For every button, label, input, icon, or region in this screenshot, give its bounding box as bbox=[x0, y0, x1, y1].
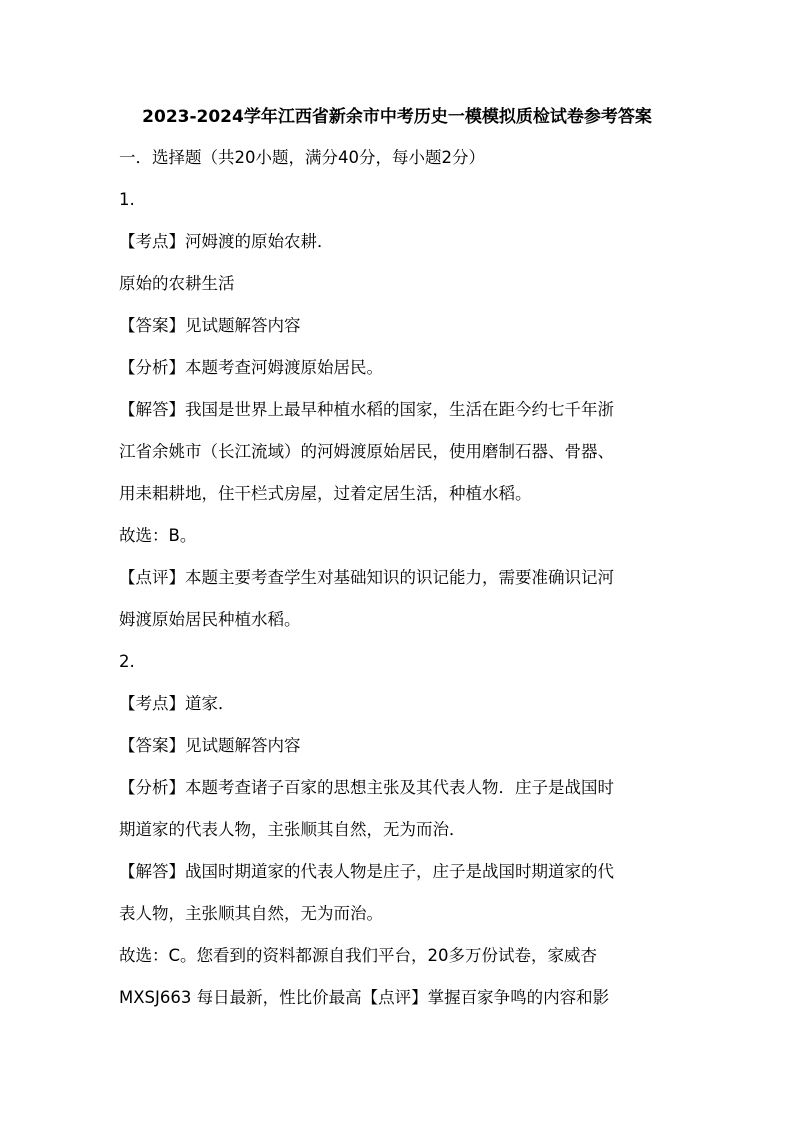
paragraph-line: 用耒耜耕地，住干栏式房屋，过着定居生活，种植水稻。 bbox=[119, 484, 532, 503]
document-title: 2023-2024学年江西省新余市中考历史一模模拟质检试卷参考答案 bbox=[142, 107, 652, 127]
comment-line: 【点评】本题主要考查学生对基础知识的识记能力，需要准确识记河 bbox=[119, 568, 614, 587]
analysis-line: 【分析】本题考查诸子百家的思想主张及其代表人物．庄子是战国时 bbox=[119, 778, 614, 797]
solution-line: 【解答】我国是世界上最早种植水稻的国家，生活在距今约七千年浙 bbox=[119, 400, 614, 419]
question-number: 1. bbox=[119, 190, 135, 209]
question-number: 2. bbox=[119, 652, 135, 671]
section-heading: 一．选择题（共20小题，满分40分，每小题2分） bbox=[119, 148, 485, 167]
choice-line: 故选：B。 bbox=[119, 526, 197, 545]
answer-line: 【答案】见试题解答内容 bbox=[119, 736, 301, 755]
paragraph-line: MXSJ663 每日最新，性比价最高【点评】掌握百家争鸣的内容和影 bbox=[119, 988, 610, 1007]
paragraph-line: 姆渡原始居民种植水稻。 bbox=[119, 610, 301, 629]
paragraph-line: 期道家的代表人物，主张顺其自然，无为而治． bbox=[119, 820, 466, 839]
paragraph-line: 江省余姚市（长江流域）的河姆渡原始居民，使用磨制石器、骨器、 bbox=[119, 442, 614, 461]
paragraph-line: 原始的农耕生活 bbox=[119, 274, 235, 293]
knowledge-point: 【考点】河姆渡的原始农耕． bbox=[119, 232, 334, 251]
choice-line: 故选：C。您看到的资料都源自我们平台，20多万份试卷，家威杏 bbox=[119, 946, 598, 965]
answer-line: 【答案】见试题解答内容 bbox=[119, 316, 301, 335]
solution-line: 【解答】战国时期道家的代表人物是庄子，庄子是战国时期道家的代 bbox=[119, 862, 614, 881]
knowledge-point: 【考点】道家． bbox=[119, 694, 235, 713]
paragraph-line: 表人物，主张顺其自然，无为而治。 bbox=[119, 904, 383, 923]
analysis-line: 【分析】本题考查河姆渡原始居民。 bbox=[119, 358, 383, 377]
